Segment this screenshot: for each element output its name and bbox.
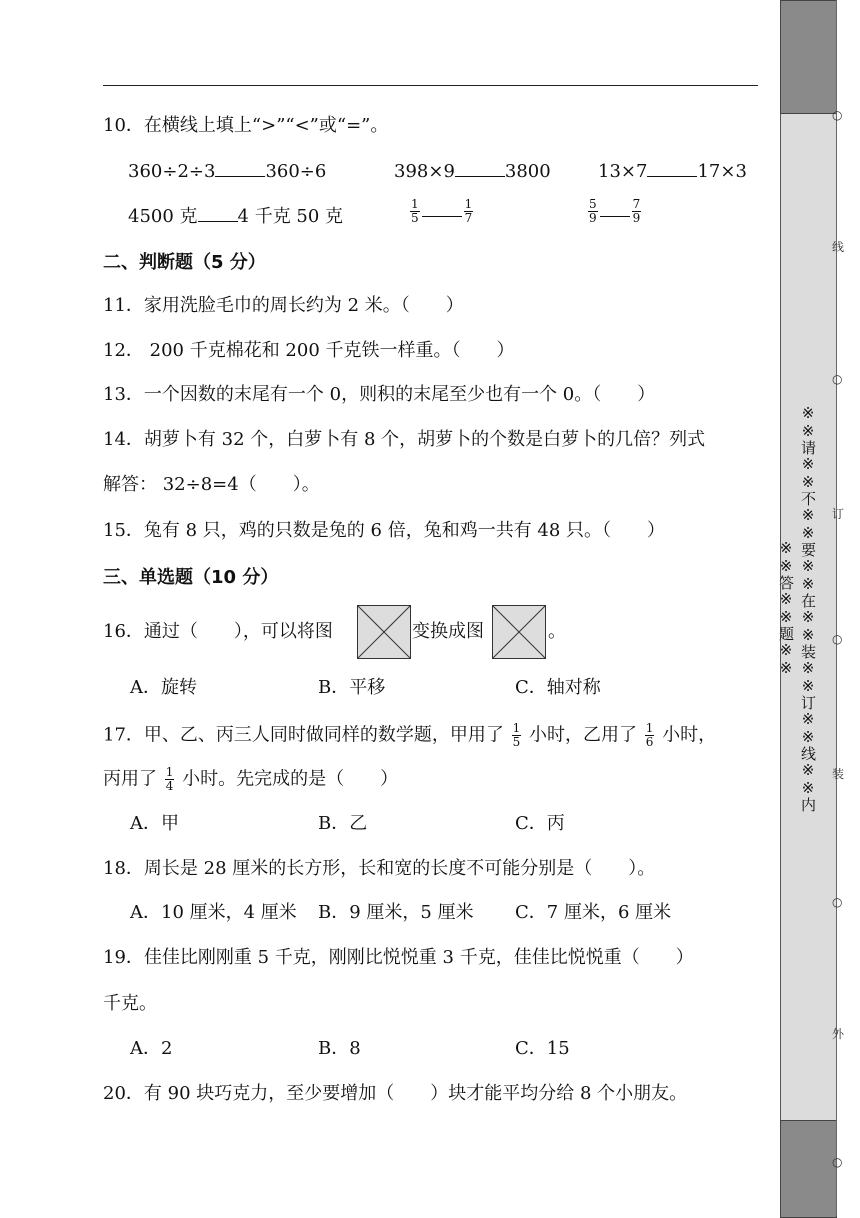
q11: 11．家用洗脸毛巾的周长约为 2 米。（ ） (103, 295, 464, 316)
answer-blank[interactable] (422, 202, 462, 217)
binding-margin-bottom-block (780, 1120, 837, 1218)
binding-line-label: 订 (832, 507, 845, 521)
q18-option-b[interactable]: B．9 厘米，5 厘米 (318, 902, 474, 923)
q17-option-a[interactable]: A．甲 (130, 813, 179, 834)
answer-blank[interactable] (198, 203, 238, 222)
q17-option-b[interactable]: B．乙 (318, 813, 368, 834)
answer-blank[interactable] (455, 158, 505, 177)
fraction: $\frac{1}{4}$ (165, 765, 174, 793)
answer-blank[interactable] (647, 158, 697, 177)
q14-line-1: 14．胡萝卜有 32 个，白萝卜有 8 个，胡萝卜的个数是白萝卜的几倍？列式 (103, 429, 706, 450)
q13: 13．一个因数的末尾有一个 0，则积的末尾至少也有一个 0。（ ） (103, 384, 656, 405)
q19-line-1: 19．佳佳比刚刚重 5 千克，刚刚比悦悦重 3 千克，佳佳比悦悦重（ ） (103, 947, 694, 968)
q16-option-c[interactable]: C．轴对称 (515, 677, 601, 698)
binding-line-label: 线 (832, 240, 845, 254)
binding-hole-mark: ○ (832, 895, 843, 909)
q10-stem: 10．在横线上填上“>”“<”或“=”。 (103, 115, 389, 136)
binding-line-label: 外 (832, 1027, 845, 1041)
q18-stem: 18．周长是 28 厘米的长方形，长和宽的长度不可能分别是（ ）。 (103, 858, 656, 879)
q10-item-2: 398×9 3800 (394, 158, 551, 184)
q20: 20．有 90 块巧克力，至少要增加（ ）块才能平均分给 8 个小朋友。 (103, 1083, 688, 1104)
fraction: $\frac{7}{9}$ (632, 197, 641, 225)
answer-blank[interactable] (215, 158, 265, 177)
q10-item-1: 360÷2÷3 360÷6 (128, 158, 326, 184)
q10-item-4: 4500 克 4 千克 50 克 (128, 203, 343, 229)
binding-warning-text: ※※请※※不※※要※※在※※装※※订※※线※※内※※答※※题※※ (777, 404, 817, 812)
fraction: $\frac{1}{7}$ (464, 197, 473, 225)
q16-text-b: 变换成图 (412, 621, 484, 642)
section-3-title: 三、单选题（10 分） (103, 567, 279, 588)
q14-line-2: 解答： 32÷8=4（ ）。 (103, 474, 320, 495)
q16-option-b[interactable]: B．平移 (318, 677, 386, 698)
q16-text-c: 。 (548, 621, 566, 642)
section-2-title: 二、判断题（5 分） (103, 252, 266, 273)
q19-option-c[interactable]: C．15 (515, 1038, 570, 1059)
q18-option-a[interactable]: A．10 厘米，4 厘米 (130, 902, 297, 923)
q10-item-5 (408, 198, 475, 225)
binding-hole-mark: ○ (832, 372, 843, 386)
binding-line-label: 装 (832, 767, 845, 781)
fraction: $\frac{1}{5}$ (411, 197, 419, 225)
q19-option-a[interactable]: A．2 (130, 1038, 173, 1059)
header-rule (103, 85, 758, 86)
q16-option-a[interactable]: A．旋转 (130, 677, 197, 698)
q19-option-b[interactable]: B．8 (318, 1038, 361, 1059)
figure-x-square-1 (357, 605, 411, 659)
q17-line-1: 17．甲、乙、丙三人同时做同样的数学题，甲用了 $\frac{1}{5}$ 小时，乙用了 $\frac{1}{6}$ 小时， (103, 721, 717, 749)
fraction: $\frac{5}{9}$ (589, 197, 597, 225)
q15: 15．兔有 8 只，鸡的只数是兔的 6 倍，兔和鸡一共有 48 只。（ ） (103, 520, 666, 541)
answer-blank[interactable] (600, 202, 630, 217)
binding-hole-mark: ○ (832, 1155, 843, 1169)
binding-hole-mark: ○ (832, 632, 843, 646)
q12: 12． 200 千克棉花和 200 千克铁一样重。（ ） (103, 340, 515, 361)
q10-item-6 (586, 198, 643, 225)
q18-option-c[interactable]: C．7 厘米，6 厘米 (515, 902, 672, 923)
fraction: $\frac{1}{6}$ (645, 721, 654, 749)
binding-margin-top-block (780, 0, 837, 114)
q10-item-3: 13×7 17×3 (598, 158, 747, 184)
q17-line-2: 丙用了 $\frac{1}{4}$ 小时。先完成的是（ ） (103, 765, 399, 793)
fraction: $\frac{1}{5}$ (512, 721, 521, 749)
q17-option-c[interactable]: C．丙 (515, 813, 565, 834)
q19-line-2: 千克。 (103, 993, 157, 1014)
binding-hole-mark: ○ (832, 108, 843, 122)
figure-x-square-2 (492, 605, 546, 659)
q16-text-a: 16．通过（ ），可以将图 (103, 621, 333, 642)
